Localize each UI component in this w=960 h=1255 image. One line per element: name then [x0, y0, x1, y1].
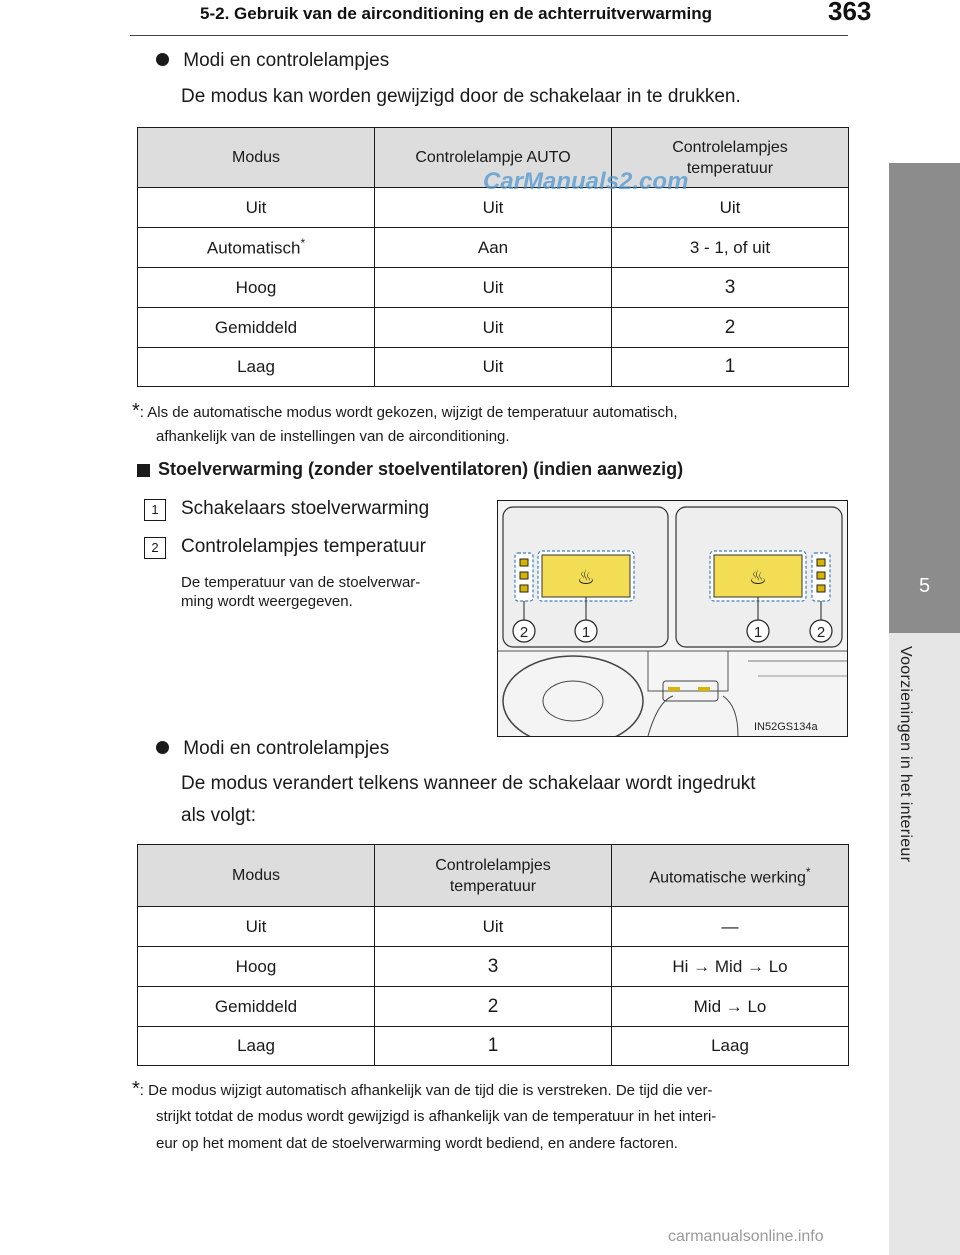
item-note: De temperatuur van de stoelverwar- — [181, 574, 421, 591]
seat-heater-mode-table — [137, 844, 849, 1066]
table-header: Controlelampje AUTO — [375, 128, 612, 188]
footnote-2-cont: eur op het moment dat de stoelverwarming wordt bediend, en andere factoren. — [156, 1135, 678, 1152]
bullet-dot-icon — [156, 741, 169, 754]
seat-heater-figure — [497, 500, 848, 737]
figure-callout: 2 — [816, 624, 826, 641]
mode-description: De modus kan worden gewijzigd door de schakelaar in te drukken. — [181, 86, 741, 107]
figure-callout: 2 — [519, 624, 529, 641]
table-header: Controlelampjes temperatuur — [612, 128, 849, 188]
table-row: Hoog Uit 3 — [138, 268, 849, 308]
item-label: Schakelaars stoelverwarming — [181, 498, 430, 519]
svg-text:♨: ♨ — [577, 567, 595, 589]
footnote-2: *: De modus wijzigt automatisch afhankelijk van de tijd die is verstreken. De tijd die ver- — [132, 1078, 713, 1100]
table-header: Modus — [138, 128, 375, 188]
footnote-2-cont: strijkt totdat de modus wordt gewijzigd is afhankelijk van de temperatuur in het interi- — [156, 1108, 717, 1125]
table-header: Modus — [138, 845, 375, 907]
mode-description: De modus verandert telkens wanneer de schakelaar wordt ingedrukt — [181, 773, 756, 794]
chapter-title: Voorzieningen in het interieur — [897, 646, 914, 863]
table-row: Gemiddeld 2 Mid → Lo — [138, 987, 849, 1027]
table-row: Automatisch* Aan 3 - 1, of uit — [138, 228, 849, 268]
mode-bullet-heading-2 — [156, 738, 389, 760]
svg-text:♨: ♨ — [749, 567, 767, 589]
watermark-top: CarManuals2.com — [483, 168, 689, 195]
header-divider — [130, 35, 848, 36]
watermark-bottom: carmanualsonline.info — [668, 1228, 824, 1245]
mode-bullet-title: Modi en controlelampjes — [183, 738, 390, 759]
mode-bullet-title: Modi en controlelampjes — [183, 50, 390, 71]
mode-bullet-heading — [156, 50, 389, 72]
page-number: 363 — [828, 0, 872, 26]
item-note: ming wordt weergegeven. — [181, 593, 353, 610]
section-square-icon — [137, 464, 150, 477]
chapter-tab — [889, 163, 960, 633]
table-row: Laag Uit 1 — [138, 348, 849, 387]
table-row: Laag 1 Laag — [138, 1027, 849, 1066]
section-title: Stoelverwarming (zonder stoelventilatoren) (indien aanwezig) — [158, 459, 684, 479]
table-header: Controlelampjes temperatuur — [375, 845, 612, 907]
ac-mode-table — [137, 127, 849, 387]
footnote-1-cont: afhankelijk van de instellingen van de airconditioning. — [156, 428, 510, 445]
table-row: Gemiddeld Uit 2 — [138, 308, 849, 348]
table-row: Hoog 3 Hi → Mid → Lo — [138, 947, 849, 987]
table-row: Uit Uit Uit — [138, 188, 849, 228]
figure-callout: 1 — [581, 624, 591, 641]
item-label: Controlelampjes temperatuur — [181, 536, 427, 557]
table-header: Automatische werking* — [612, 845, 849, 907]
table-row: Uit Uit — — [138, 907, 849, 947]
figure-callout: 1 — [753, 624, 763, 641]
footnote-1: *: Als de automatische modus wordt gekozen, wijzigt de temperatuur automatisch, — [132, 400, 678, 422]
running-header: 5-2. Gebruik van de airconditioning en de achterruitverwarming — [200, 4, 713, 23]
footnote-star: * — [300, 236, 306, 251]
chapter-number: 5 — [918, 575, 931, 597]
figure-code: IN52GS134a — [754, 721, 818, 733]
footnote-star: * — [805, 865, 811, 880]
mode-description-cont: als volgt: — [181, 805, 256, 826]
callout-marker-2: 2 — [144, 537, 166, 559]
callout-marker-1: 1 — [144, 499, 166, 521]
bullet-dot-icon — [156, 53, 169, 66]
